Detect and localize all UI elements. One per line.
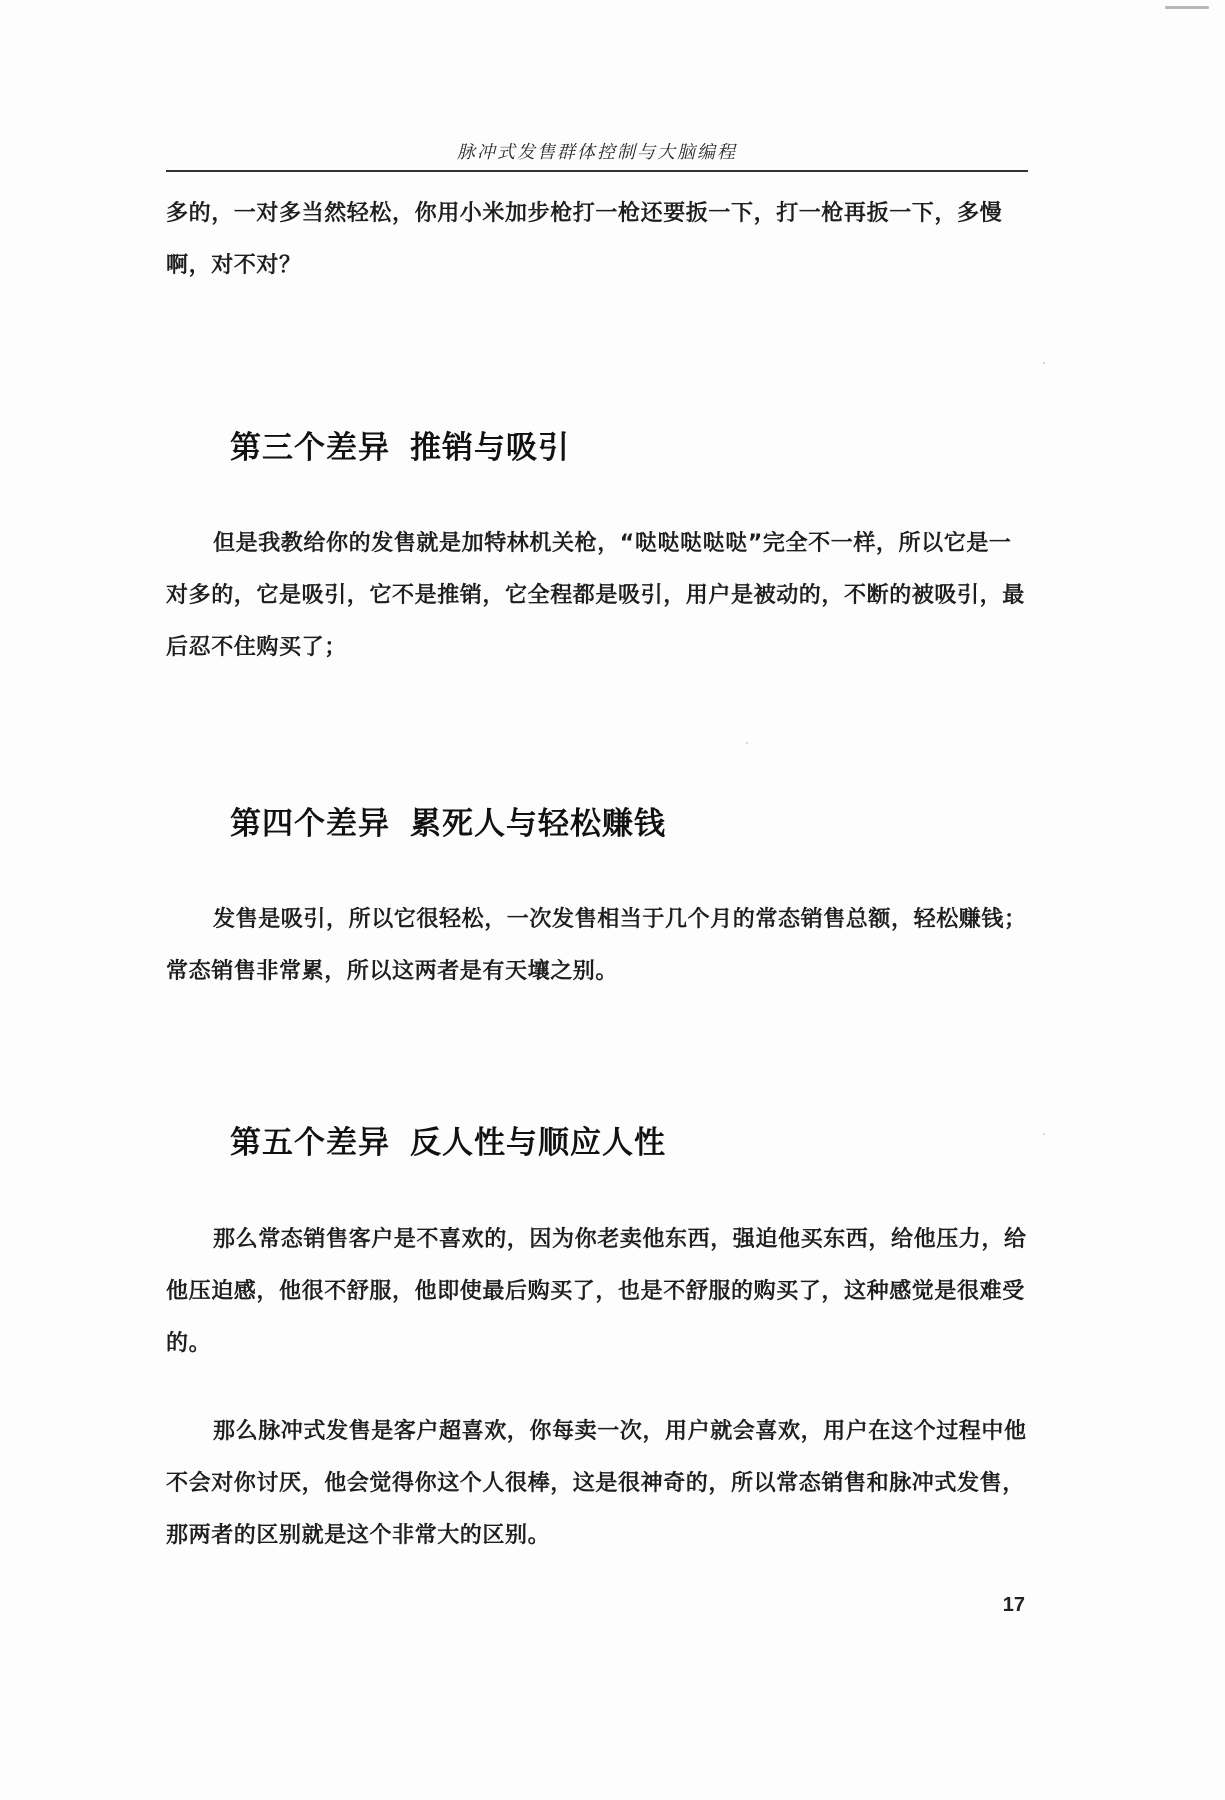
- paragraph-4: 那么常态销售客户是不喜欢的，因为你老卖他东西，强迫他买东西，给他压力，给他压迫感，他很不舒服，他即使最后购买了，也是不舒服的购买了，这种感觉是很难受的。: [166, 1227, 1027, 1356]
- page-number: 17: [1002, 1594, 1025, 1616]
- scan-corner-mark: [1165, 6, 1209, 9]
- paragraph-2: 但是我教给你的发售就是加特林机关枪，“哒哒哒哒哒”完全不一样，所以它是一对多的，它是吸引，它不是推销，它全程都是吸引，用户是被动的，不断的被吸引，最后忍不住购买了；: [166, 531, 1025, 660]
- header-rule: [166, 170, 1028, 172]
- scan-speck: [746, 742, 748, 744]
- section-heading-4: [230, 798, 666, 843]
- paragraph-5: 那么脉冲式发售是客户超喜欢，你每卖一次，用户就会喜欢，用户在这个过程中他不会对你讨厌，他会觉得你这个人很棒，这是很神奇的，所以常态销售和脉冲式发售，那两者的区别就是这个非常大的区别。: [166, 1419, 1027, 1548]
- section-heading-5-topic: 反人性与顺应人性: [410, 1125, 666, 1161]
- section-heading-3-topic: 推销与吸引: [410, 430, 570, 466]
- section-heading-4-label: 第四个差异: [230, 806, 390, 842]
- section-heading-3: [230, 422, 570, 467]
- paragraph-1: 多的，一对多当然轻松，你用小米加步枪打一枪还要扳一下，打一枪再扳一下，多慢啊，对不对？: [166, 201, 1003, 278]
- section-heading-4-topic: 累死人与轻松赚钱: [410, 806, 666, 842]
- paragraph-3: 发售是吸引，所以它很轻松，一次发售相当于几个月的常态销售总额，轻松赚钱；常态销售非常累，所以这两者是有天壤之别。: [166, 907, 1027, 984]
- scan-speck: [1043, 362, 1045, 364]
- running-header: 脉冲式发售群体控制与大脑编程: [457, 142, 737, 163]
- scan-speck: [1043, 1133, 1045, 1135]
- section-heading-5: [230, 1117, 666, 1162]
- section-heading-5-label: 第五个差异: [230, 1125, 390, 1161]
- section-heading-3-label: 第三个差异: [230, 430, 390, 466]
